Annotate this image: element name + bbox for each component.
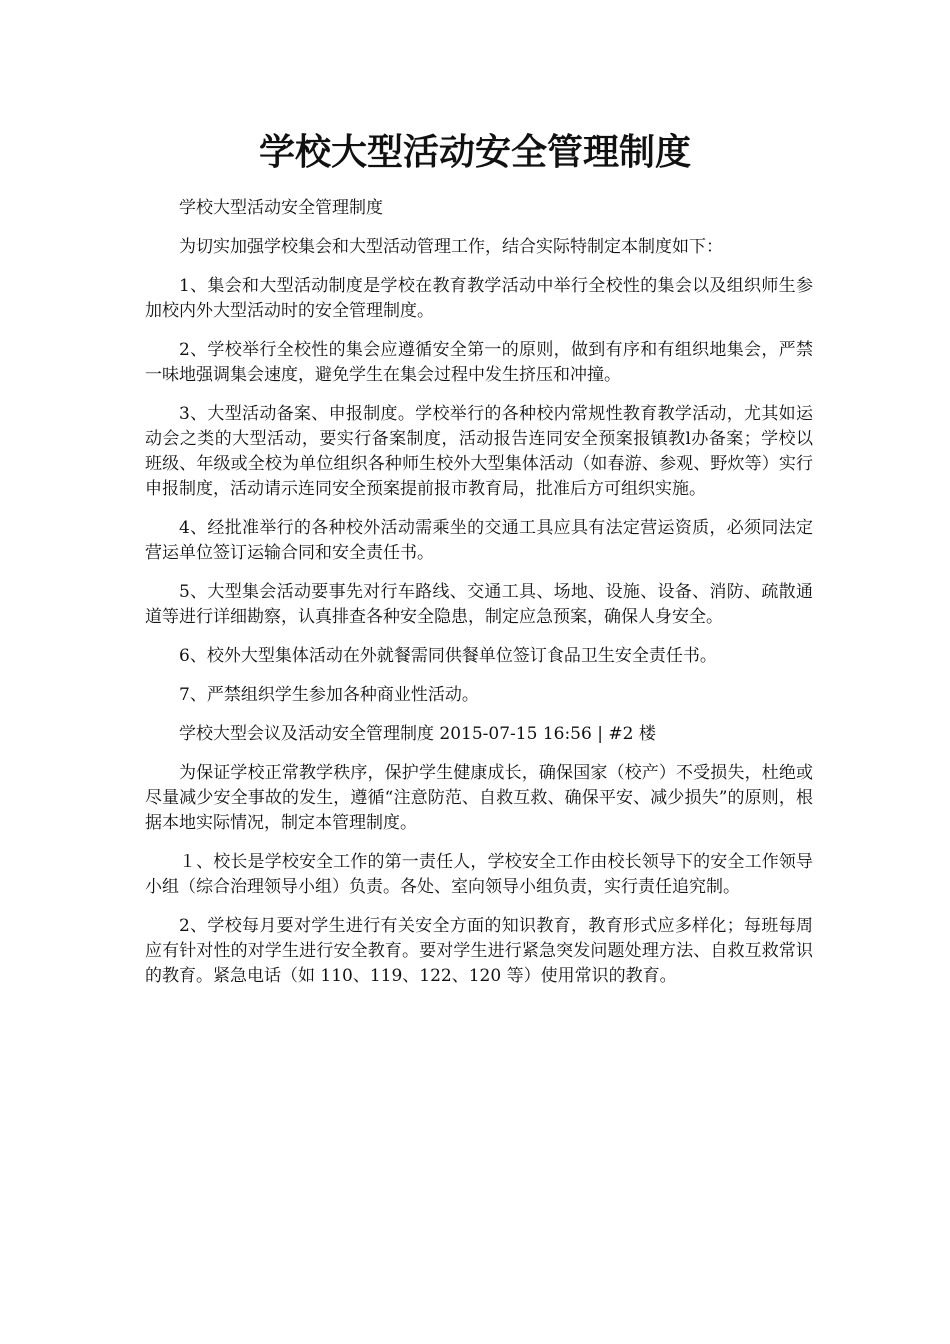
- paragraph: 7、严禁组织学生参加各种商业性活动。: [179, 685, 479, 705]
- paragraph: 5、大型集会活动要事先对行车路线、交通工具、场地、设施、设备、消防、疏散通道等进行详细勘察，认真排查各种安全隐患，制定应急预案，确保人身安全。: [145, 582, 813, 627]
- document-body: [145, 196, 813, 1003]
- document-title: 学校大型活动安全管理制度: [258, 131, 691, 173]
- paragraph: 1、集会和大型活动制度是学校在教育教学活动中举行全校性的集会以及组织师生参加校内外大型活动时的安全管理制度。: [145, 276, 813, 321]
- paragraph: 学校大型活动安全管理制度: [179, 198, 383, 218]
- paragraph: 2、学校每月要对学生进行有关安全方面的知识教育，教育形式应多样化；每班每周应有针对性的对学生进行安全教育。要对学生进行紧急突发问题处理方法、自救互救常识的教育。紧急电话（如 110、119、122、120 等）使用常识的教育。: [145, 916, 813, 986]
- paragraph: 3、大型活动备案、申报制度。学校举行的各种校内常规性教育教学活动，尤其如运动会之类的大型活动，要实行备案制度，活动报告连同安全预案报镇教l办备案；学校以班级、年级或全校为单位组织各种师生校外大型集体活动（如春游、参观、野炊等）实行申报制度，活动请示连同安全预案提前报市教育局，批准后方可组织实施。: [145, 404, 813, 499]
- paragraph: 6、校外大型集体活动在外就餐需同供餐单位签订食品卫生安全责任书。: [179, 646, 717, 666]
- paragraph: 为切实加强学校集会和大型活动管理工作，结合实际特制定本制度如下：: [179, 237, 723, 257]
- paragraph: １、校长是学校安全工作的第一责任人，学校安全工作由校长领导下的安全工作领导小组（综合治理领导小组）负责。各处、室向领导小组负责，实行责任追究制。: [145, 852, 813, 897]
- paragraph: 学校大型会议及活动安全管理制度 2015-07-15 16:56 | #2 楼: [179, 724, 656, 744]
- paragraph: 4、经批准举行的各种校外活动需乘坐的交通工具应具有法定营运资质，必须同法定营运单位签订运输合同和安全责任书。: [145, 518, 813, 563]
- paragraph: 为保证学校正常教学秩序，保护学生健康成长，确保国家（校产）不受损失，杜绝或尽量减少安全事故的发生，遵循“注意防范、自救互救、确保平安、减少损失”的原则，根据本地实际情况，制定本管理制度。: [145, 763, 813, 833]
- paragraph: 2、学校举行全校性的集会应遵循安全第一的原则，做到有序和有组织地集会，严禁一味地强调集会速度，避免学生在集会过程中发生挤压和冲撞。: [145, 340, 813, 385]
